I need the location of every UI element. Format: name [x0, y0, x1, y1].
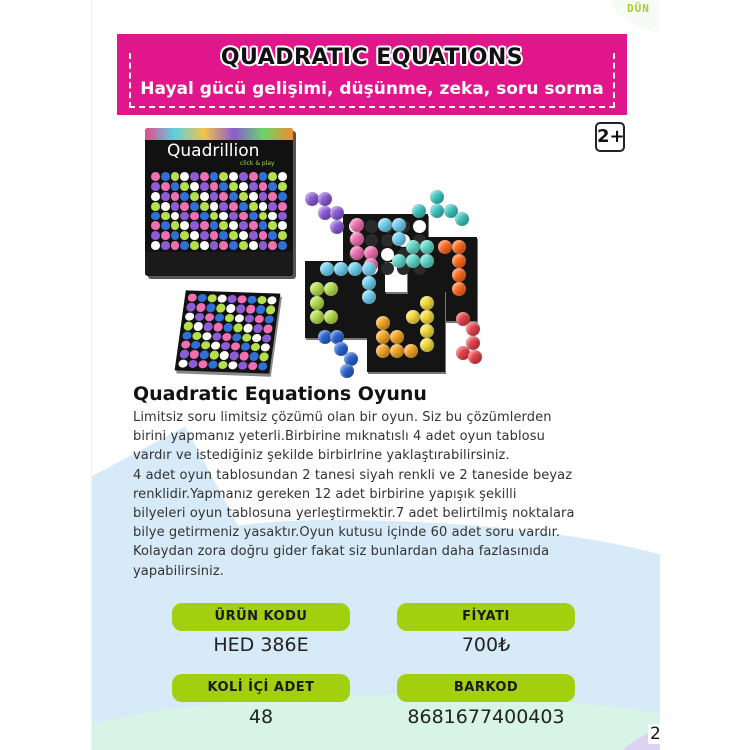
ball — [219, 202, 228, 211]
ball — [180, 192, 189, 201]
page-edge — [91, 0, 92, 750]
ball — [240, 342, 250, 351]
description-line: vardır ve istediğiniz şekilde birbirlrine yaklaştırabilirsiniz. — [133, 448, 510, 464]
ball — [204, 313, 214, 322]
ball — [161, 172, 170, 181]
ball — [210, 231, 219, 240]
case-quantity-label: KOLİ İÇİ ADET — [172, 674, 350, 702]
ball — [249, 172, 258, 181]
ball — [210, 202, 219, 211]
ball — [249, 182, 258, 191]
barcode-label: BARKOD — [397, 674, 575, 702]
ball — [219, 351, 229, 360]
banner-subtitle: Hayal gücü gelişimi, düşünme, zeka, soru sorma — [140, 79, 604, 99]
ball — [183, 322, 193, 331]
box-brand: Quadrillion — [167, 141, 260, 161]
ball — [190, 172, 199, 181]
ball — [239, 192, 248, 201]
ball — [229, 351, 239, 360]
ball — [226, 304, 236, 313]
puzzle-booklet-image — [175, 290, 281, 373]
ball — [229, 231, 238, 240]
ball — [278, 241, 287, 250]
ball — [182, 331, 192, 340]
ball — [171, 231, 180, 240]
ball — [250, 343, 260, 352]
ball — [236, 305, 246, 314]
ball — [267, 296, 277, 305]
ball — [161, 241, 170, 250]
ball — [227, 295, 237, 304]
ball — [203, 322, 213, 331]
ball — [320, 262, 334, 276]
ball — [430, 190, 444, 204]
ball — [216, 304, 226, 313]
ball — [190, 192, 199, 201]
ball — [219, 241, 228, 250]
ball — [268, 182, 277, 191]
ball — [220, 342, 230, 351]
ball — [376, 330, 390, 344]
ball — [217, 295, 227, 304]
ball — [234, 314, 244, 323]
ball — [219, 172, 228, 181]
ball — [452, 254, 466, 268]
ball — [420, 240, 434, 254]
ball — [365, 220, 378, 233]
ball — [151, 221, 160, 230]
ball — [257, 296, 267, 305]
ball — [324, 282, 338, 296]
ball — [310, 296, 324, 310]
ball — [219, 231, 228, 240]
age-badge: 2+ — [595, 122, 625, 152]
ball — [208, 360, 218, 369]
ball — [200, 202, 209, 211]
ball — [189, 350, 199, 359]
box-ball-grid — [151, 172, 287, 250]
ball — [259, 182, 268, 191]
box-top-strip — [145, 128, 293, 140]
ball — [218, 360, 228, 369]
ball — [229, 192, 238, 201]
ball — [406, 240, 420, 254]
ball — [192, 331, 202, 340]
product-description — [133, 408, 653, 581]
ball — [210, 182, 219, 191]
description-line: bilye getirmeniz yasaktır.Oyun kutusu içinde 60 adet soru vardır. — [133, 525, 561, 541]
ball — [223, 323, 233, 332]
ball — [210, 241, 219, 250]
ball — [259, 231, 268, 240]
ball — [258, 362, 268, 371]
ball — [278, 192, 287, 201]
ball — [180, 241, 189, 250]
ball — [468, 350, 482, 364]
ball — [200, 231, 209, 240]
ball — [239, 212, 248, 221]
ball — [151, 202, 160, 211]
ball — [179, 350, 189, 359]
banner-title: QUADRATIC EQUATIONS — [220, 45, 524, 70]
ball — [247, 296, 257, 305]
ball — [239, 241, 248, 250]
ball — [180, 202, 189, 211]
ball — [238, 361, 248, 370]
ball — [190, 202, 199, 211]
ball — [334, 262, 348, 276]
ball — [404, 344, 418, 358]
ball — [190, 182, 199, 191]
ball — [219, 182, 228, 191]
ball — [210, 221, 219, 230]
ball — [229, 221, 238, 230]
ball — [180, 231, 189, 240]
ball — [200, 192, 209, 201]
ball — [201, 341, 211, 350]
ball — [420, 254, 434, 268]
ball — [171, 241, 180, 250]
ball — [268, 221, 277, 230]
ball — [249, 221, 258, 230]
ball — [268, 202, 277, 211]
ball — [202, 332, 212, 341]
ball — [186, 303, 196, 312]
ball — [212, 332, 222, 341]
ball — [232, 333, 242, 342]
ball — [249, 202, 258, 211]
ball — [260, 343, 270, 352]
description-line: yapabilirsiniz. — [133, 563, 225, 579]
ball — [190, 221, 199, 230]
ball — [318, 192, 332, 206]
ball — [171, 192, 180, 201]
ball — [161, 212, 170, 221]
ball — [259, 241, 268, 250]
ball — [420, 338, 434, 352]
ball — [198, 360, 208, 369]
ball — [200, 182, 209, 191]
ball — [324, 310, 338, 324]
ball — [310, 310, 324, 324]
ball — [239, 231, 248, 240]
ball — [420, 310, 434, 324]
ball — [151, 241, 160, 250]
ball — [249, 192, 258, 201]
ball — [224, 314, 234, 323]
ball — [412, 204, 426, 218]
ball — [200, 212, 209, 221]
ball — [161, 192, 170, 201]
ball — [210, 212, 219, 221]
ball — [268, 192, 277, 201]
ball — [191, 341, 201, 350]
ball — [390, 344, 404, 358]
ball — [180, 182, 189, 191]
ball — [171, 221, 180, 230]
ball — [278, 172, 287, 181]
ball — [452, 240, 466, 254]
ball — [259, 221, 268, 230]
booklet-ball-grid — [178, 293, 277, 370]
ball — [420, 296, 434, 310]
ball — [239, 172, 248, 181]
product-code-label: ÜRÜN KODU — [172, 603, 350, 631]
description-line: 4 adet oyun tablosundan 2 tanesi siyah renkli ve 2 taneside beyaz — [133, 467, 573, 483]
ball — [413, 220, 426, 233]
ball — [190, 212, 199, 221]
ball — [278, 231, 287, 240]
ball — [210, 192, 219, 201]
ball — [171, 202, 180, 211]
page-number: 2 — [650, 724, 661, 744]
ball — [259, 192, 268, 201]
ball — [219, 192, 228, 201]
ball — [310, 282, 324, 296]
ball — [246, 305, 256, 314]
ball — [193, 322, 203, 331]
ball — [210, 172, 219, 181]
ball — [259, 202, 268, 211]
ball — [305, 192, 319, 206]
ball — [243, 324, 253, 333]
ball — [200, 172, 209, 181]
ball — [378, 218, 392, 232]
ball — [256, 305, 266, 314]
ball — [229, 212, 238, 221]
corner-label: DÜN — [627, 2, 650, 15]
ball — [259, 172, 268, 181]
ball — [199, 350, 209, 359]
ball — [161, 182, 170, 191]
ball — [266, 306, 276, 315]
ball — [228, 361, 238, 370]
ball — [455, 212, 469, 226]
ball — [278, 202, 287, 211]
ball — [348, 262, 362, 276]
ball — [213, 323, 223, 332]
ball — [278, 212, 287, 221]
product-box-image — [145, 128, 293, 276]
ball — [362, 262, 376, 276]
ball — [452, 268, 466, 282]
ball — [350, 246, 364, 260]
ball — [392, 254, 406, 268]
ball — [171, 182, 180, 191]
ball — [392, 232, 406, 246]
ball — [244, 314, 254, 323]
ball — [190, 231, 199, 240]
ball — [253, 324, 263, 333]
ball — [242, 333, 252, 342]
ball — [264, 315, 274, 324]
ball — [185, 312, 195, 321]
ball — [151, 212, 160, 221]
ball — [229, 172, 238, 181]
ball — [180, 172, 189, 181]
ball — [263, 324, 273, 333]
ball — [229, 241, 238, 250]
ball — [362, 290, 376, 304]
ball — [151, 192, 160, 201]
ball — [466, 322, 480, 336]
ball — [181, 340, 191, 349]
ball — [187, 293, 197, 302]
ball — [219, 212, 228, 221]
ball — [151, 231, 160, 240]
ball — [259, 212, 268, 221]
ball — [248, 361, 258, 370]
ball — [406, 254, 420, 268]
ball — [200, 221, 209, 230]
ball — [239, 352, 249, 361]
description-line: bilyeleri oyun tablosuna yerleştirmektir.7 adet belirtilmiş noktalara — [133, 506, 575, 522]
ball — [161, 202, 170, 211]
ball — [249, 352, 259, 361]
ball — [259, 352, 269, 361]
ball — [178, 359, 188, 368]
box-bottom-strip — [145, 252, 293, 276]
price-label: FİYATI — [397, 603, 575, 631]
ball — [278, 182, 287, 191]
description-line: Kolaydan zora doğru gider fakat siz bunlardan daha fazlasınıda — [133, 544, 550, 560]
ball — [171, 212, 180, 221]
ball — [209, 351, 219, 360]
ball — [188, 359, 198, 368]
ball — [171, 172, 180, 181]
ball — [330, 220, 344, 234]
ball — [180, 212, 189, 221]
ball — [330, 206, 344, 220]
ball — [151, 182, 160, 191]
box-tagline: click & play — [240, 160, 275, 167]
ball — [197, 294, 207, 303]
ball — [268, 231, 277, 240]
ball — [195, 313, 205, 322]
ball — [206, 304, 216, 313]
ball — [239, 182, 248, 191]
ball — [350, 232, 364, 246]
ball — [452, 282, 466, 296]
ball — [392, 218, 406, 232]
description-line: renklidir.Yapmanız gereken 12 adet birbirine yapışık şekilli — [133, 486, 517, 502]
ball — [229, 202, 238, 211]
ball — [406, 310, 420, 324]
ball — [229, 182, 238, 191]
ball — [214, 313, 224, 322]
ball — [161, 231, 170, 240]
ball — [262, 334, 272, 343]
ball — [249, 231, 258, 240]
ball — [376, 344, 390, 358]
ball — [362, 276, 376, 290]
ball — [340, 364, 354, 378]
price-value: 700₺ — [461, 634, 511, 656]
ball — [161, 221, 170, 230]
ball — [438, 240, 452, 254]
ball — [420, 324, 434, 338]
product-title: Quadratic Equations Oyunu — [133, 383, 427, 405]
ball — [239, 221, 248, 230]
ball — [190, 241, 199, 250]
ball — [254, 315, 264, 324]
ball — [196, 303, 206, 312]
ball — [249, 241, 258, 250]
ball — [430, 204, 444, 218]
ball — [207, 294, 217, 303]
ball — [268, 241, 277, 250]
case-quantity-value: 48 — [248, 706, 274, 728]
ball — [219, 221, 228, 230]
ball — [390, 330, 404, 344]
ball — [233, 323, 243, 332]
ball — [350, 218, 364, 232]
ball — [268, 172, 277, 181]
ball — [230, 342, 240, 351]
ball — [211, 341, 221, 350]
ball — [200, 241, 209, 250]
ball — [222, 332, 232, 341]
product-code-value: HED 386E — [213, 634, 309, 656]
ball — [376, 316, 390, 330]
description-line: birini yapmanız yeterli.Birbirine mıknatıslı 4 adet oyun tablosu — [133, 429, 545, 445]
ball — [268, 212, 277, 221]
ball — [180, 221, 189, 230]
ball — [151, 172, 160, 181]
title-banner — [117, 34, 627, 115]
description-line: Limitsiz soru limitsiz çözümü olan bir oyun. Siz bu çözümlerden — [133, 410, 552, 425]
ball — [237, 295, 247, 304]
ball — [278, 221, 287, 230]
ball — [252, 333, 262, 342]
ball — [239, 202, 248, 211]
ball — [249, 212, 258, 221]
barcode-value: 8681677400403 — [407, 706, 565, 728]
